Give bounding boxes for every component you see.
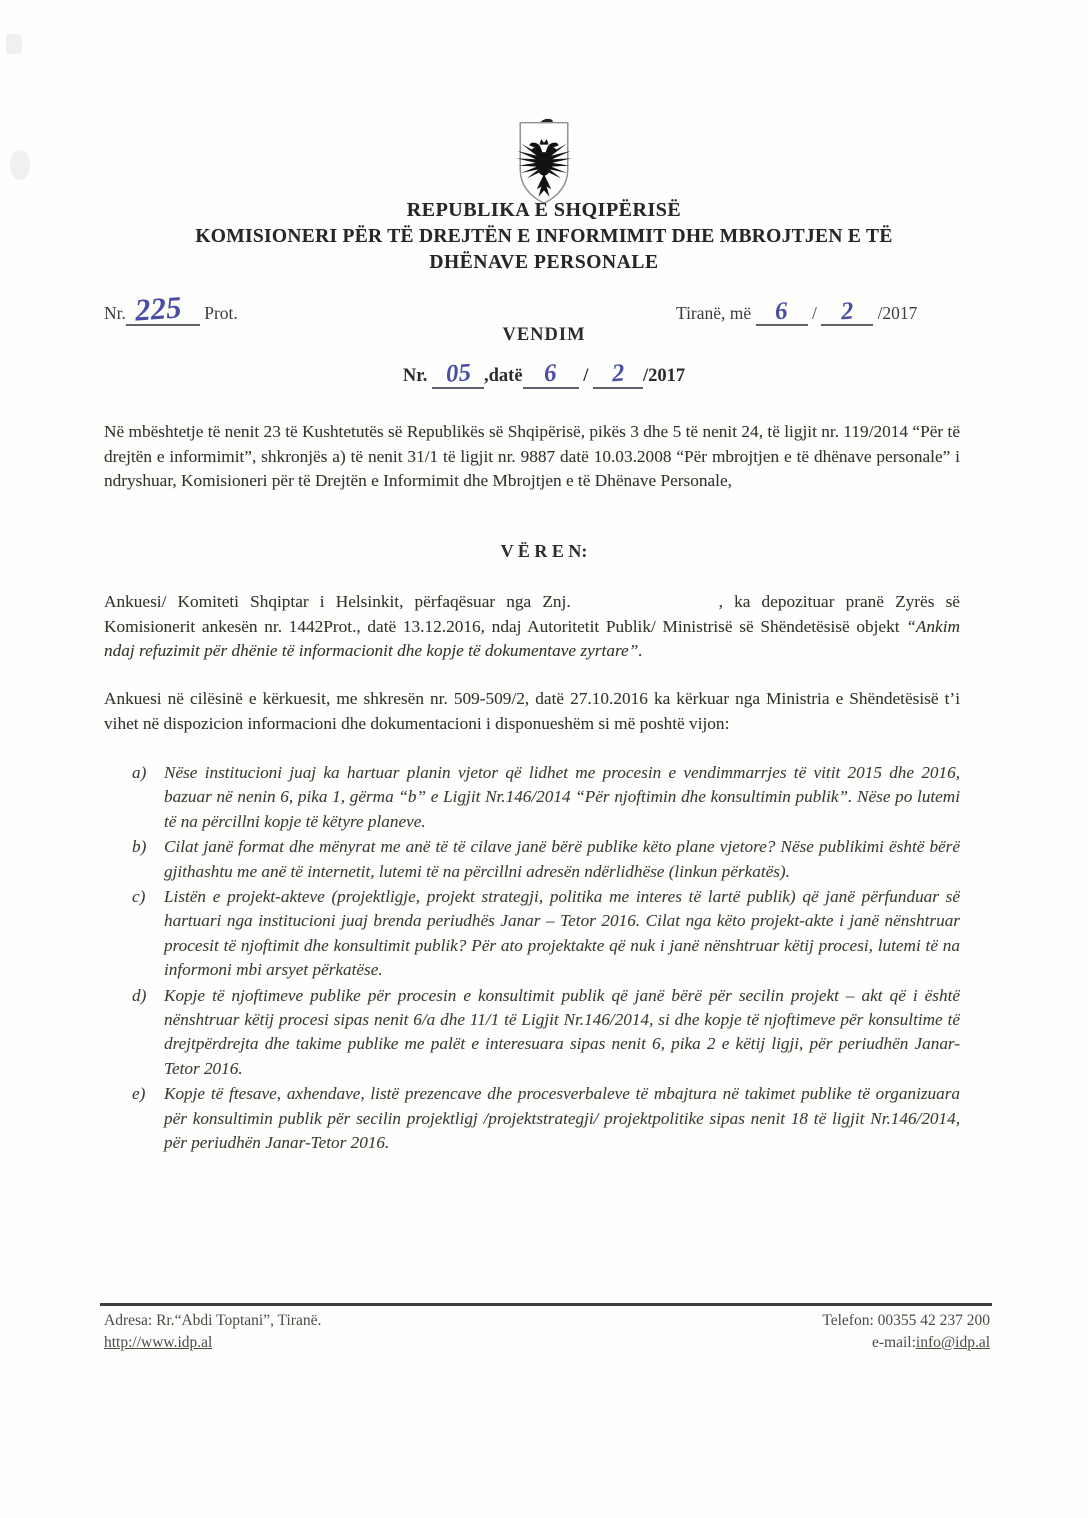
handwritten-protocol-number: 225 [133,289,183,328]
decision-month-blank [593,359,643,389]
request-intro-paragraph: Ankuesi në cilësinë e kërkuesit, me shkresën nr. 509-509/2, datë 27.10.2016 ka kërkuar nga Ministria e Shëndetësisë t’i vihet në dispozicion informacioni dhe dokumentacioni i disponueshëm si më poshtë vijon: [104,689,960,733]
commissioner-title-line2: DHËNAVE PERSONALE [429,252,659,273]
protocol-prot-label: Prot. [204,303,238,323]
complaint-text-part1: Ankuesi/ Komiteti Shqiptar i Helsinkit, përfaqësuar nga Znj. [104,592,571,611]
list-item [132,885,960,983]
decision-date-label: ,datë [484,366,523,386]
protocol-number-blank [126,289,200,328]
footer-address: Adresa: Rr.“Abdi Toptani”, Tiranë. [104,1312,322,1329]
list-item [132,1082,960,1155]
commissioner-title-line1: KOMISIONERI PËR TË DREJTËN E INFORMIMIT DHE MBROJTJEN E TË [195,226,893,247]
dateline-slash: / [811,303,817,323]
list-item [132,761,960,834]
dateline-month-blank [821,297,873,326]
list-item [132,835,960,884]
double-headed-eagle-icon [512,112,576,212]
scan-artifact [6,34,22,54]
list-item-text: Listën e projekt-akteve (projektligje, projekt strategji, politika me interes të lartë publik) që janë përfunduar së hartuari nga institucioni juaj brenda periudhës Janar – Tetor 2016. Cilat nga këto projekt-akte i janë nënshtruar procesit të njoftimit dhe konsultimit publik? Për ato projektakte që nuk i janë nënshtruar këtij procesi, lutemi të na informoni mbi arsyet përkatëse. [164,887,960,980]
request-items-list [132,761,960,1157]
decision-number-blank [432,359,484,389]
city-dateline [676,297,918,326]
list-item [132,984,960,1082]
footer-divider [100,1303,992,1306]
handwritten-month: 2 [839,297,855,326]
handwritten-decision-month: 2 [610,359,626,388]
scan-artifact [10,150,30,180]
veren-heading: V Ë R E N: [500,541,588,561]
decision-year: /2017 [642,366,686,386]
decision-title: VENDIM [502,325,586,345]
list-item-label: e) [132,1084,146,1104]
complaint-text-part2: , ka depozituar pranë Zyrës së Komisionerit ankesën nr. 1442Prot., datë 13.12.2016, ndaj Autoritetit Publik/ Ministrisë së Shëndetësisë objekt [104,592,960,636]
complaint-object-quote: “Ankim ndaj refuzimit për dhënie të informacionit dhe kopje të dokumentave zyrtare”. [104,616,960,661]
footer-website-link[interactable]: http://www.idp.al [104,1334,213,1351]
list-item-label: c) [132,887,146,907]
list-item-text: Kopje të njoftimeve publike për procesin e konsultimit publik që janë bërë për secilin projekt – akt që i është nënshtruar këtij procesi sipas nenit 6/a dhe 11/1 të Ligjit Nr.146/2014, si dhe kopje të njoftimeve për konsultime të drejtpërdrejta dhe takime publike me palët e interesuara sipas nenit 6, pika 2 e këtij ligji, për periudhën Janar-Tetor 2016. [164,985,960,1078]
footer-right-block [560,1310,990,1354]
footer-telephone: Telefon: 00355 42 237 200 [822,1312,990,1329]
handwritten-day: 6 [774,297,789,326]
decision-day-blank [523,359,579,389]
footer-email-link[interactable]: info@idp.al [915,1334,990,1351]
albania-coat-of-arms [512,112,576,212]
dateline-prefix: Tiranë, më [676,303,752,323]
protocol-nr-label: Nr. [104,303,126,323]
handwritten-decision-day: 6 [543,359,558,388]
republic-title: REPUBLIKA E SHQIPËRISË [406,199,682,221]
legal-basis-paragraph: Në mbështetje të nenit 23 të Kushtetutës së Republikës së Shqipërisë, pikës 3 dhe 5 të nenit 24, të ligjit nr. 119/2014 “Për të drejtën e informimit”, shkronjës a) të nenit 31/1 të ligjit nr. 9887 datë 10.03.2008 “Për mbrojtjen e të dhënave personale” i ndryshuar, Komisioneri për të Drejtën e Informimit dhe Mbrojtjen e të Dhënave Personale, [104,422,960,491]
footer-left-block [104,1310,321,1354]
list-item-label: b) [132,837,147,857]
complaint-paragraph [104,590,960,664]
handwritten-decision-number: 05 [444,359,472,388]
list-item-text: Nëse institucioni juaj ka hartuar planin vjetor që lidhet me procesin e vendimmarrjes të vitit 2015 dhe 2016, bazuar në nenin 6, pika 1, gërma “b” e Ligjit Nr.146/2014 “Për njoftimin dhe konsultimin publik”. Nëse po lutemi të na përcillni kopje të këtyre planeve. [164,763,960,831]
list-item-label: d) [132,985,147,1005]
footer-email-label: e-mail: [871,1334,916,1351]
list-item-text: Cilat janë format dhe mënyrat me anë të të cilave janë bërë publike këto plane vjetore? Nëse publikimi është bërë gjithashtu me anë të internetit, lutemi të na përcillni adresën ndërlidhëse (linkun përkatës). [164,837,960,881]
list-item-text: Kopje të ftesave, axhendave, listë prezencave dhe procesverbaleve të mbajtura në takimet publike të organizuara për konsultimin publik për secilin projektligj /projektstrategji/ projektpolitike sipas nenit 18 të ligjit Nr.146/2014, për periudhën Janar-Tetor 2016. [164,1084,960,1153]
dateline-year: /2017 [877,303,918,323]
protocol-number-row [104,289,238,328]
decision-nr-label: Nr. [402,366,428,386]
dateline-day-blank [756,297,808,326]
decision-number-line [0,359,1088,389]
list-item-label: a) [132,763,147,782]
decision-slash: / [583,366,589,386]
